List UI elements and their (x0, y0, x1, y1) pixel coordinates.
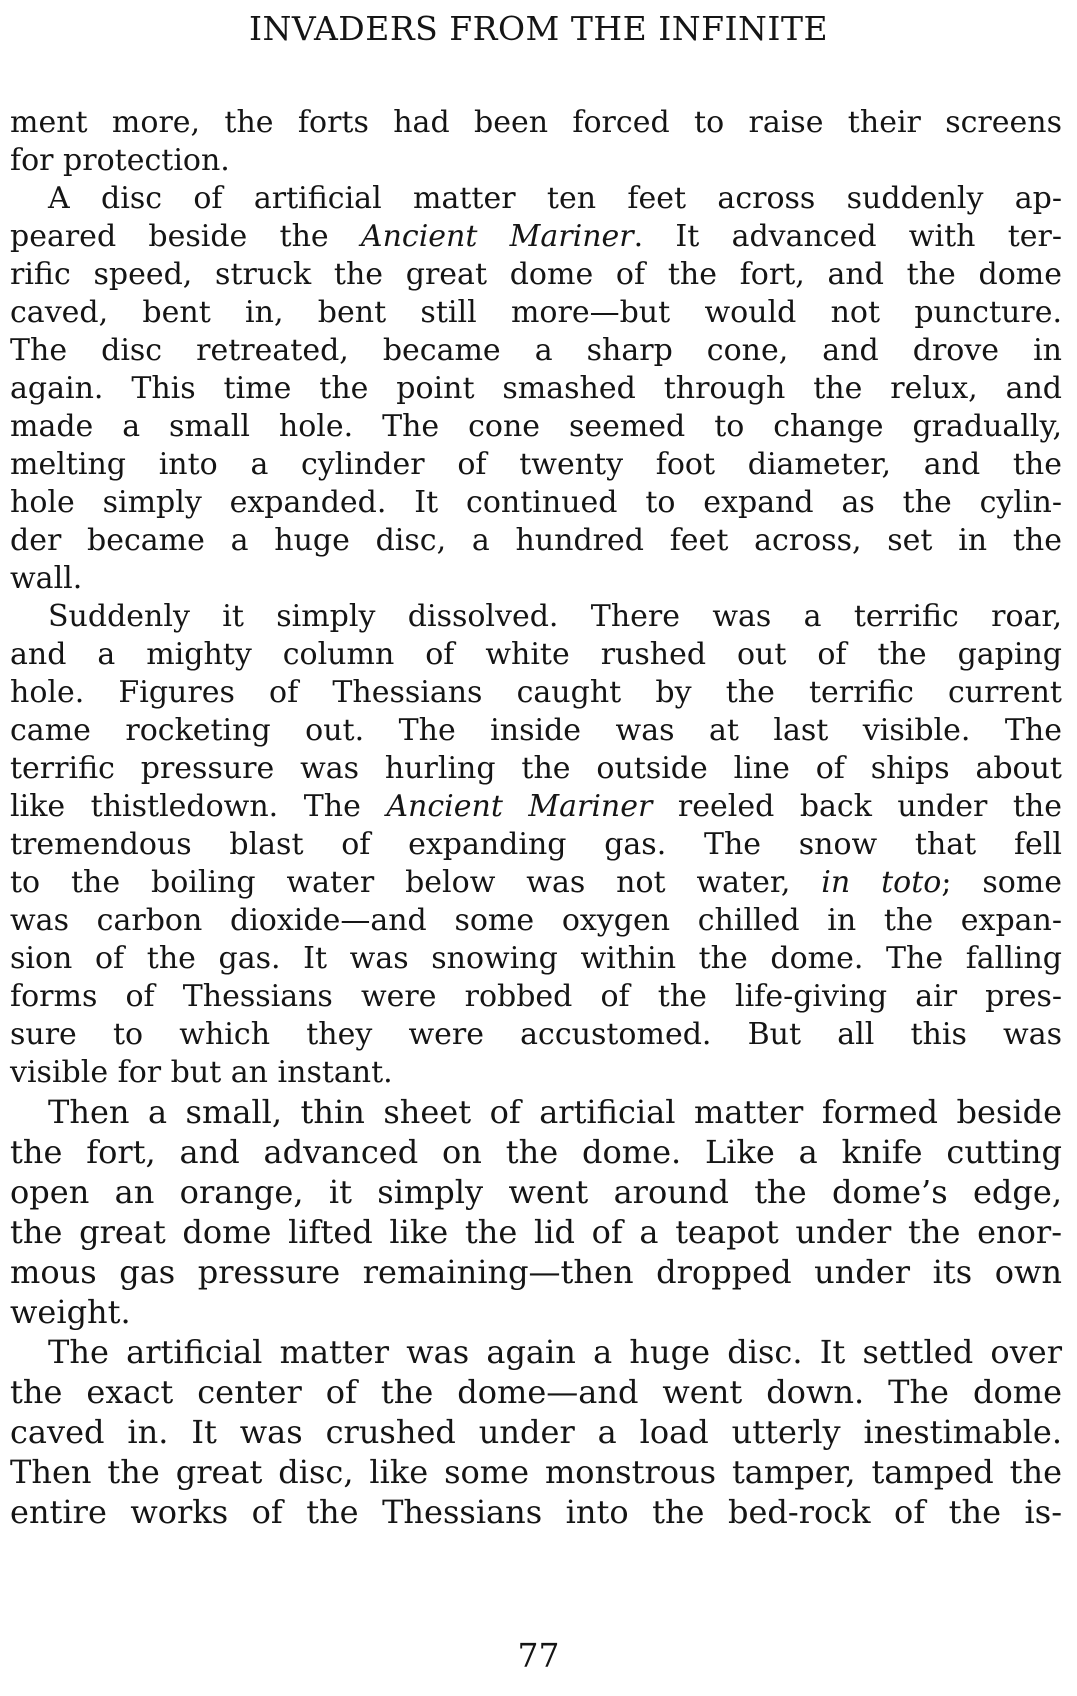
text-run: . It advanced with ter- (633, 219, 1062, 254)
text-line: the exact center of the dome—and went down. The dome (10, 1373, 1062, 1411)
text-line: visible for but an instant. (10, 1055, 393, 1090)
text-line: open an orange, it simply went around the dome’s edge, (10, 1173, 1062, 1211)
text-line: A disc of artificial matter ten feet across suddenly ap- (48, 181, 1062, 216)
text-line: Then a small, thin sheet of artificial matter formed beside (48, 1093, 1062, 1131)
text-line: and a mighty column of white rushed out of the gaping (10, 637, 1062, 672)
text-line: entire works of the Thessians into the bed-rock of the is- (10, 1493, 1062, 1531)
text-line: Then the great disc, like some monstrous tamper, tamped the (10, 1453, 1062, 1491)
text-run: reeled back under the (677, 789, 1062, 824)
text-line: terrific pressure was hurling the outside line of ships about (10, 751, 1062, 786)
paragraph (10, 180, 1062, 598)
text-line: hole. Figures of Thessians caught by the terrific current (10, 675, 1062, 710)
paragraph (10, 1332, 1062, 1532)
text-line: ment more, the forts had been forced to raise their screens (10, 105, 1062, 140)
ship-name: Ancient Mariner (360, 219, 634, 254)
text-line: hole simply expanded. It continued to expand as the cylin- (10, 485, 1062, 520)
text-line: the great dome lifted like the lid of a teapot under the enor- (10, 1213, 1062, 1251)
text-line: mous gas pressure remaining—then dropped under its own (10, 1253, 1062, 1291)
text-line (10, 218, 1062, 256)
paragraph (10, 598, 1062, 1092)
text-line: weight. (10, 1293, 131, 1331)
text-line: caved, bent in, bent still more—but would not puncture. (10, 295, 1062, 330)
text-line: was carbon dioxide—and some oxygen chilled in the expan- (10, 903, 1062, 938)
text-line (10, 864, 1062, 902)
text-line: forms of Thessians were robbed of the life-giving air pres- (10, 979, 1062, 1014)
text-run: ; some (941, 865, 1062, 900)
running-head: INVADERS FROM THE INFINITE (248, 9, 829, 48)
text-line: caved in. It was crushed under a load utterly inestimable. (10, 1413, 1062, 1451)
text-line: tremendous blast of expanding gas. The snow that fell (10, 827, 1062, 862)
text-line: again. This time the point smashed through the relux, and (10, 371, 1062, 406)
text-line: Suddenly it simply dissolved. There was a terrific roar, (48, 599, 1062, 634)
text-run: to the boiling water below was not water, (10, 865, 791, 900)
ship-name: Ancient Mariner (386, 789, 653, 824)
text-line: came rocketing out. The inside was at last visible. The (10, 713, 1062, 748)
body-text (10, 104, 1062, 1532)
text-line: melting into a cylinder of twenty foot diameter, and the (10, 447, 1062, 482)
text-line: The disc retreated, became a sharp cone, and drove in (10, 333, 1062, 368)
latin-phrase: in toto (821, 865, 942, 900)
text-line: wall. (10, 561, 83, 596)
text-line: sure to which they were accustomed. But all this was (10, 1017, 1062, 1052)
text-run: like thistledown. The (10, 789, 361, 824)
text-line: made a small hole. The cone seemed to change gradually, (10, 409, 1062, 444)
page-number: 77 (517, 1636, 560, 1675)
text-line (10, 788, 1062, 826)
text-run: peared beside the (10, 219, 329, 254)
text-line: the fort, and advanced on the dome. Like a knife cutting (10, 1133, 1062, 1171)
paragraph (10, 1092, 1062, 1332)
text-line: sion of the gas. It was snowing within the dome. The falling (10, 941, 1062, 976)
text-line: for protection. (10, 143, 230, 178)
paragraph (10, 104, 1062, 180)
text-line: der became a huge disc, a hundred feet across, set in the (10, 523, 1062, 558)
text-line: rific speed, struck the great dome of the fort, and the dome (10, 257, 1062, 292)
text-line: The artificial matter was again a huge disc. It settled over (48, 1333, 1062, 1371)
